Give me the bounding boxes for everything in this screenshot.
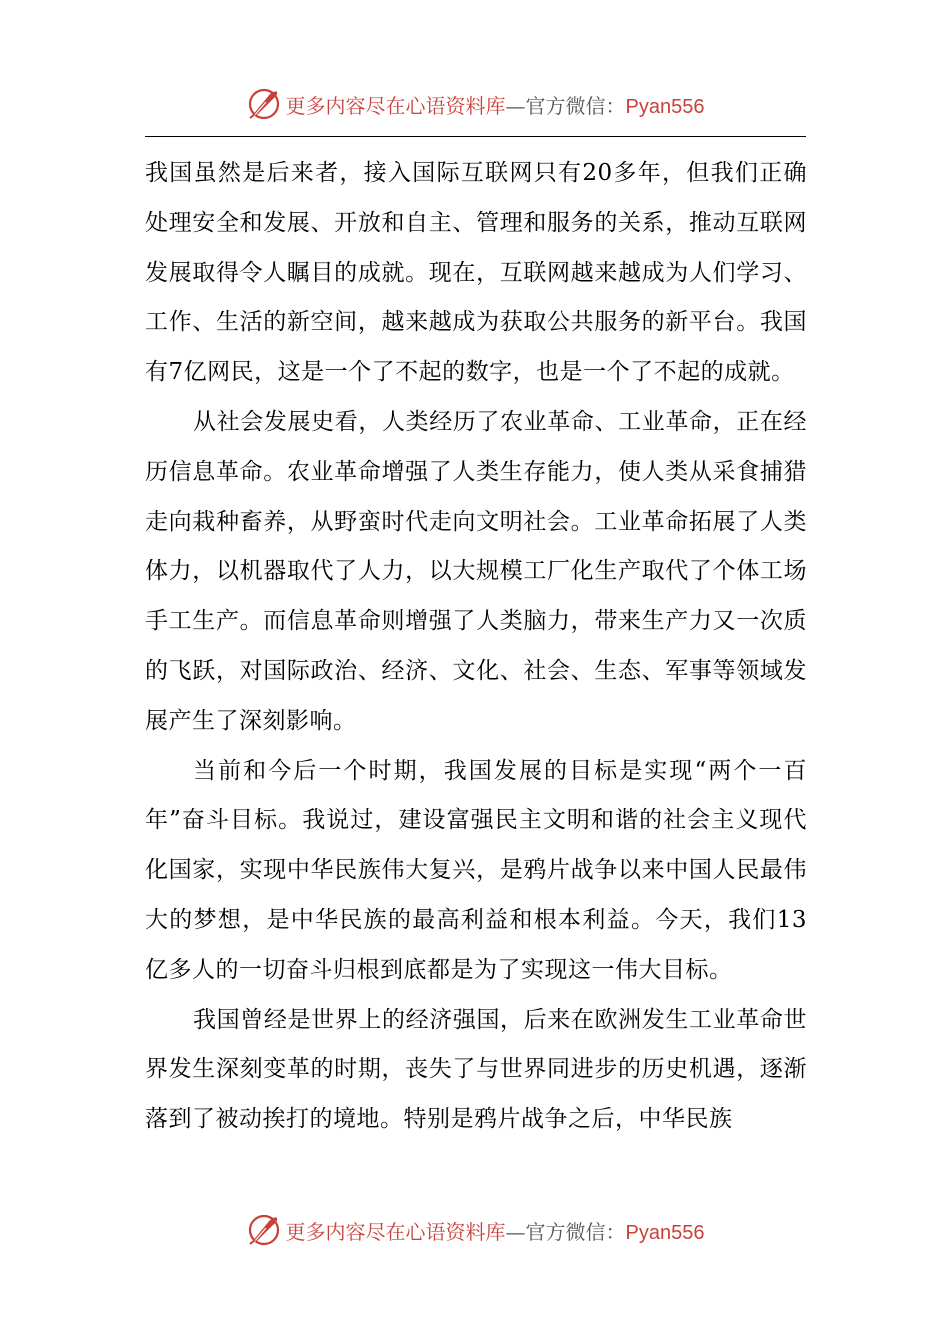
header-banner xyxy=(0,84,950,124)
banner-main-text: 更多内容尽在心语资料库 xyxy=(285,93,506,118)
paragraph: 从社会发展史看，人类经历了农业革命、工业革命，正在经历信息革命。农业革命增强了人类生存能力，使人类从采食捕猎走向栽种畜养，从野蛮时代走向文明社会。工业革命拓展了人类体力，以机器取代了人力，以大规模工厂化生产取代了个体工场手工生产。而信息革命则增强了人类脑力，带来生产力又一次质的飞跃，对国际政治、经济、文化、社会、生态、军事等领域发展产生了深刻影响。 xyxy=(145,408,807,734)
footer-banner xyxy=(0,1210,950,1250)
paragraph: 我国虽然是后来者，接入国际互联网只有20多年，但我们正确处理安全和发展、开放和自主、管理和服务的关系，推动互联网发展取得令人瞩目的成就。现在，互联网越来越成为人们学习、工作、生活的新空间，越来越成为获取公共服务的新平台。我国有7亿网民，这是一个了不起的数字，也是一个了不起的成就。 xyxy=(145,160,807,386)
quill-pen-logo-icon xyxy=(246,1212,282,1248)
banner-wechat-id: Pyan556 xyxy=(625,1221,705,1244)
quill-pen-logo-icon xyxy=(246,86,282,122)
banner-main-text: 更多内容尽在心语资料库 xyxy=(285,1219,506,1244)
header-divider xyxy=(145,136,806,137)
banner-sub-text: —官方微信： xyxy=(505,93,626,118)
paragraph: 当前和今后一个时期，我国发展的目标是实现“两个一百年”奋斗目标。我说过，建设富强民主文明和谐的社会主义现代化国家，实现中华民族伟大复兴，是鸦片战争以来中国人民最伟大的梦想，是中华民族的最高利益和根本利益。今天，我们13亿多人的一切奋斗归根到底都是为了实现这一伟大目标。 xyxy=(145,757,807,983)
document-body xyxy=(145,149,807,1145)
paragraph: 我国曾经是世界上的经济强国，后来在欧洲发生工业革命世界发生深刻变革的时期，丧失了与世界同进步的历史机遇，逐渐落到了被动挨打的境地。特别是鸦片战争之后，中华民族 xyxy=(145,1006,807,1133)
banner-sub-text: —官方微信： xyxy=(505,1219,626,1244)
banner-wechat-id: Pyan556 xyxy=(625,95,705,118)
